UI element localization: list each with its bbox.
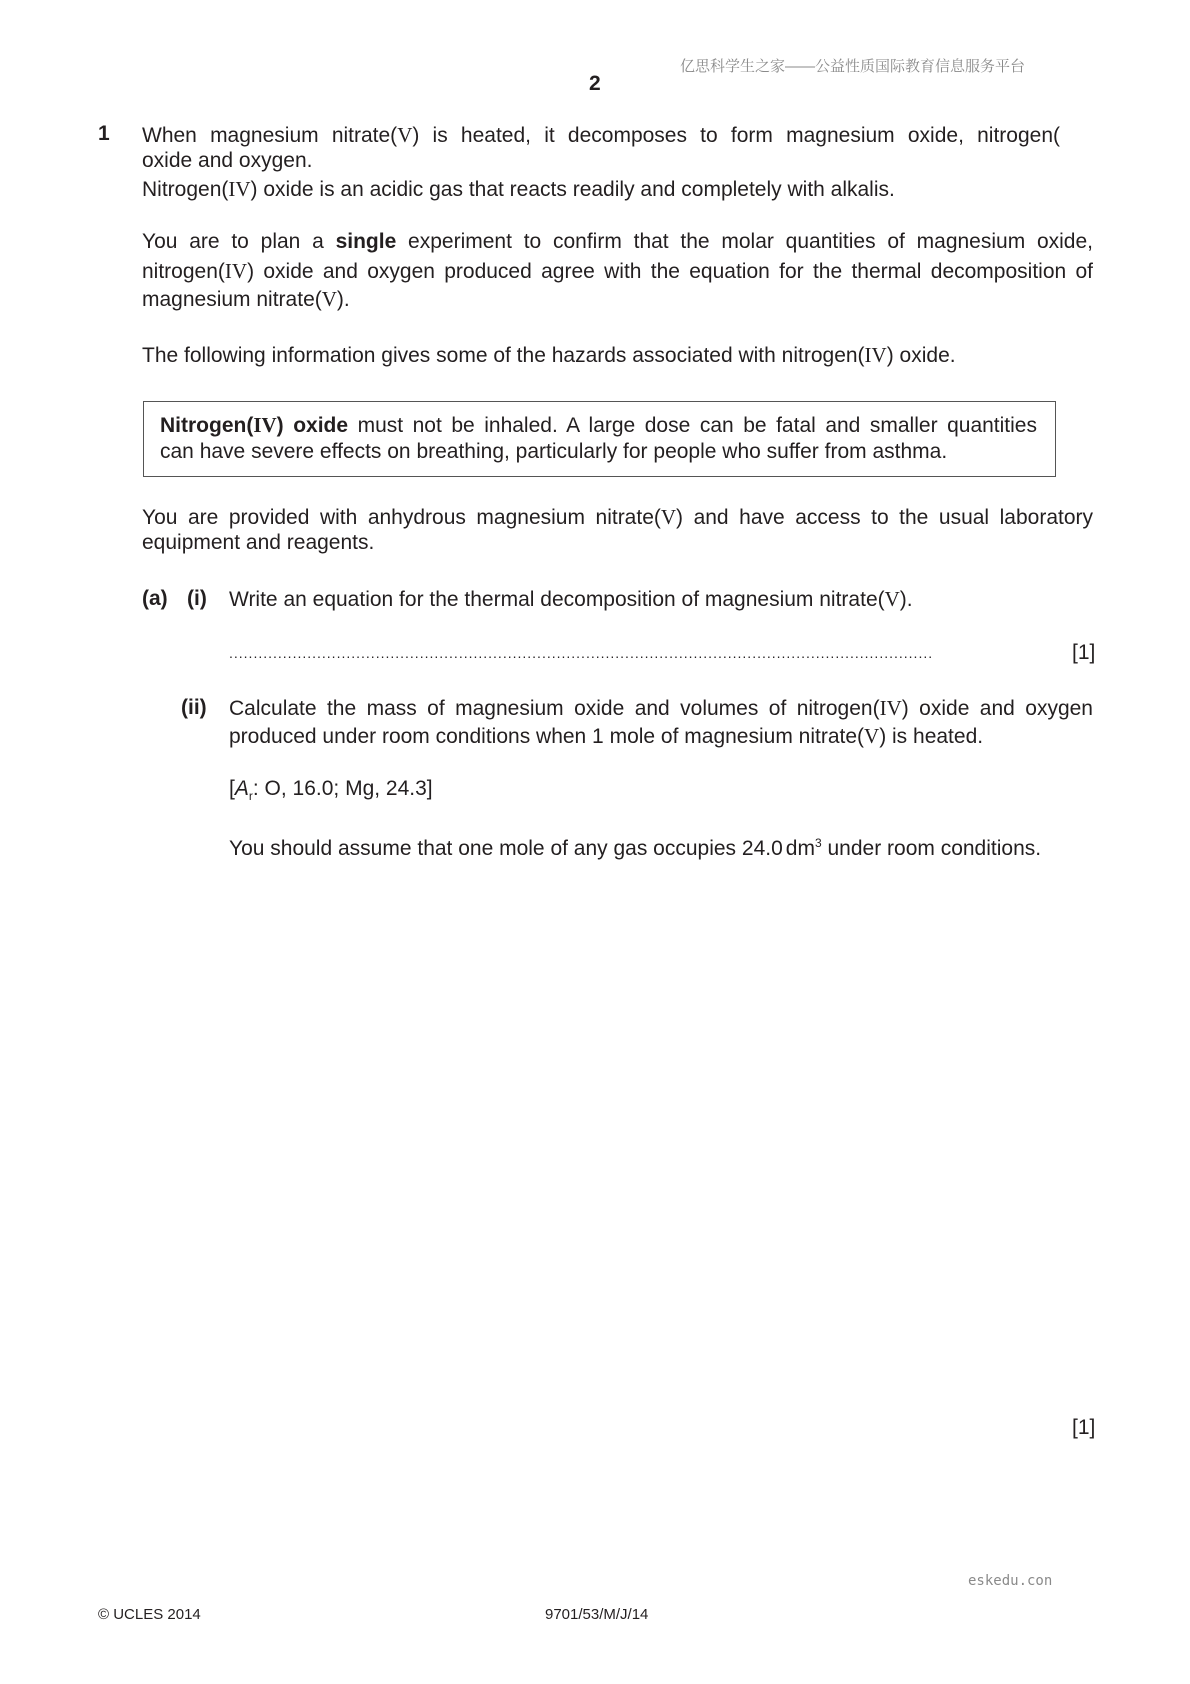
plan-line-2: nitrogen(IV) oxide and oxygen produced agree with the equation for the thermal decomposition of: [142, 259, 1093, 283]
part-a-i-text: Write an equation for the thermal decomposition of magnesium nitrate(V).: [229, 587, 913, 611]
footer-paper-code: 9701/53/M/J/14: [545, 1606, 649, 1623]
page-number: 2: [589, 72, 601, 95]
intro-line-3: Nitrogen(IV) oxide is an acidic gas that reacts readily and completely with alkalis.: [142, 177, 895, 201]
footer-copyright: © UCLES 2014: [98, 1606, 201, 1623]
part-a-ii-line-1: Calculate the mass of magnesium oxide and volumes of nitrogen(IV) oxide and oxygen: [229, 696, 1093, 720]
watermark-top: 亿思科学生之家——公益性质国际教育信息服务平台: [680, 58, 1026, 75]
provided-line-2: equipment and reagents.: [142, 531, 375, 554]
molar-volume-note: You should assume that one mole of any gas occupies 24.0 $dm^3$ under room conditions.: [229, 836, 1042, 860]
plan-line-3: magnesium nitrate(V).: [142, 287, 350, 311]
part-a-ii-line-2: produced under room conditions when 1 mole of magnesium nitrate(V) is heated.: [229, 724, 984, 748]
hazard-line-2: can have severe effects on breathing, particularly for people who suffer from asthma.: [160, 440, 948, 463]
relative-atomic-masses: [$A_r$: O, 16.0; Mg, 24.3]: [229, 777, 433, 804]
part-a-ii-label: (ii): [181, 696, 207, 719]
hazard-intro: The following information gives some of the hazards associated with nitrogen(IV) oxide.: [142, 343, 956, 367]
working-space-a-ii[interactable]: [229, 870, 1089, 1400]
marks-a-i: [1]: [1072, 641, 1096, 664]
marks-a-ii: [1]: [1072, 1416, 1096, 1439]
watermark-bottom: eskedu.con: [968, 1573, 1053, 1589]
answer-dots: ................................................................................................................................................: [229, 645, 934, 661]
intro-line-1: When magnesium nitrate(V) is heated, it decomposes to form magnesium oxide, nitrogen(: [142, 123, 1060, 147]
answer-line-a-i[interactable]: [229, 640, 1057, 666]
hazard-line-1: Nitrogen(IV) oxide must not be inhaled. A large dose can be fatal and smaller quantities: [160, 413, 1037, 437]
part-a-label: (a): [142, 587, 168, 610]
part-a-i-label: (i): [187, 587, 207, 610]
intro-line-2: oxide and oxygen.: [142, 149, 313, 172]
provided-line-1: You are provided with anhydrous magnesium nitrate(V) and have access to the usual laboratory: [142, 505, 1094, 529]
plan-line-1: You are to plan a single experiment to confirm that the molar quantities of magnesium oxide,: [142, 230, 1094, 253]
question-number: 1: [98, 122, 110, 145]
